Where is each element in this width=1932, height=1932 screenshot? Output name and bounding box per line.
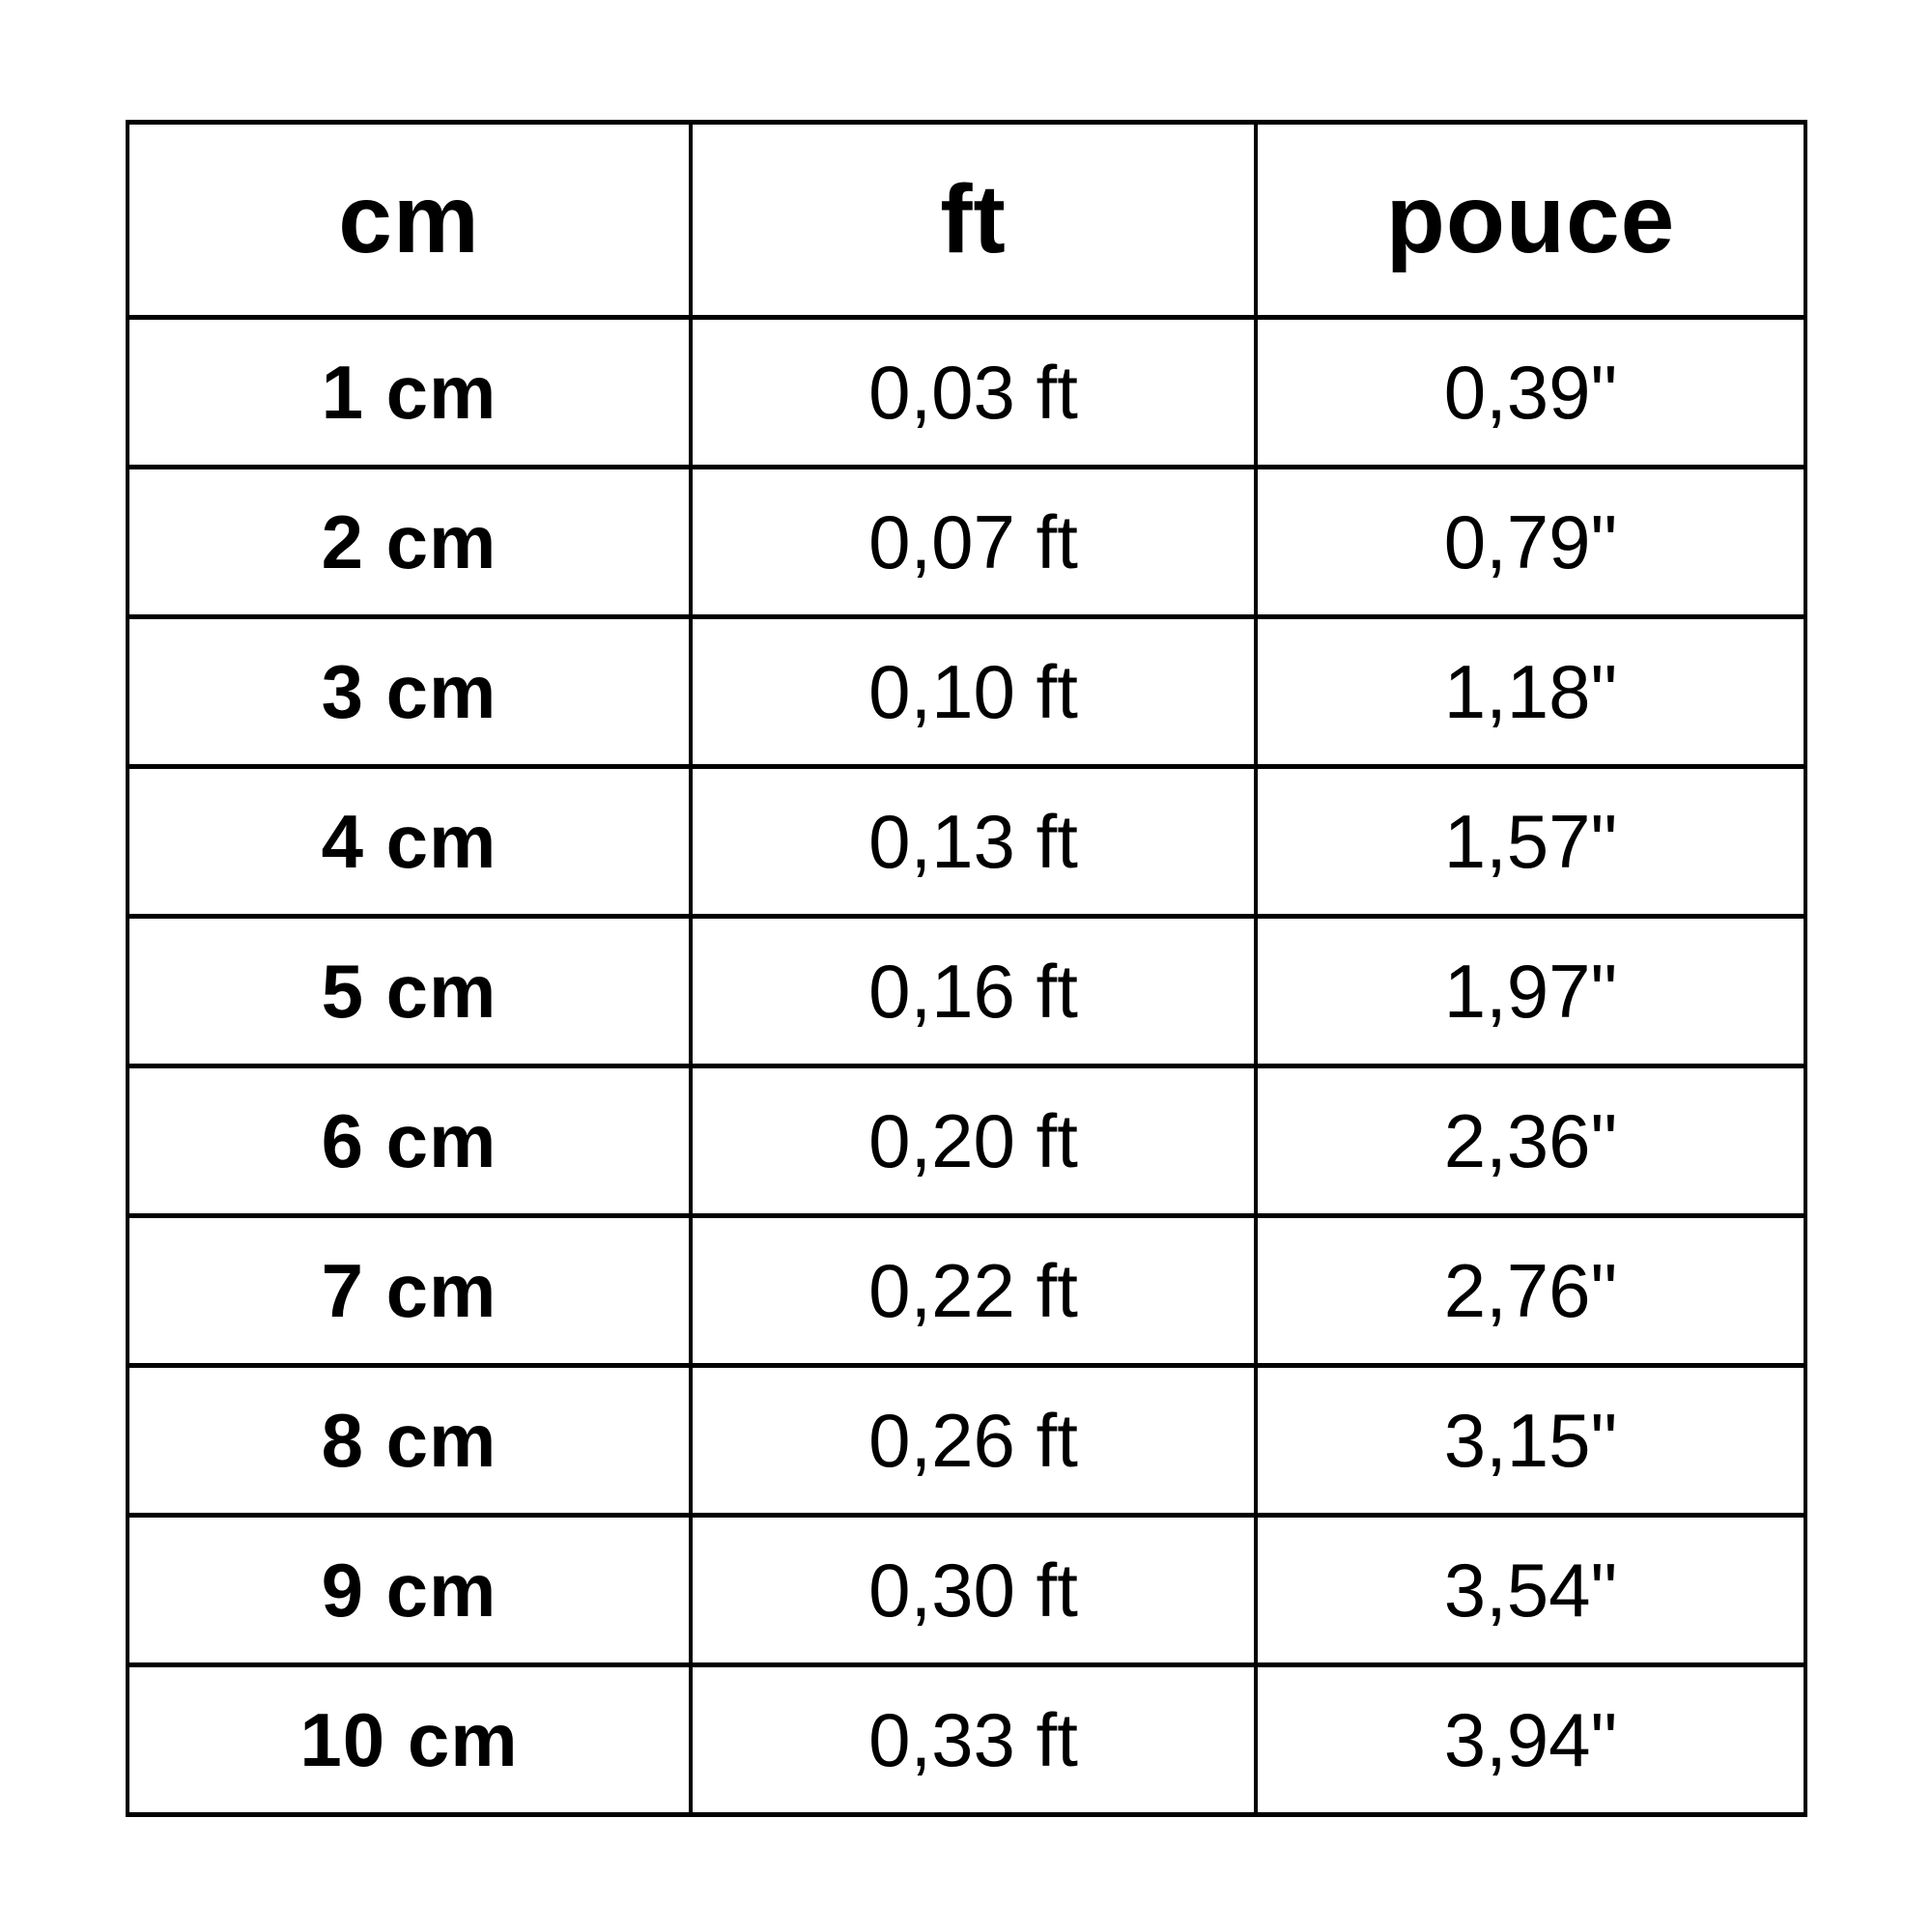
table-row [128, 1216, 1805, 1366]
cell-pouce-10: 3,94" [1256, 1665, 1805, 1815]
cell-ft-4: 0,13 ft [691, 767, 1256, 917]
cell-cm-5: 5 cm [128, 917, 691, 1066]
table-header [128, 123, 1805, 318]
table-body [128, 318, 1805, 1815]
cell-ft-8: 0,26 ft [691, 1366, 1256, 1516]
cell-pouce-5: 1,97" [1256, 917, 1805, 1066]
table-row [128, 468, 1805, 617]
cell-pouce-1: 0,39" [1256, 318, 1805, 468]
header-cell-cm: cm [128, 123, 691, 318]
table-row [128, 1516, 1805, 1665]
table-row [128, 1066, 1805, 1216]
cell-ft-6: 0,20 ft [691, 1066, 1256, 1216]
cell-pouce-6: 2,36" [1256, 1066, 1805, 1216]
table-row [128, 1366, 1805, 1516]
cell-cm-9: 9 cm [128, 1516, 691, 1665]
header-cell-ft: ft [691, 123, 1256, 318]
cell-pouce-9: 3,54" [1256, 1516, 1805, 1665]
table-row [128, 318, 1805, 468]
header-row [128, 123, 1805, 318]
cell-ft-9: 0,30 ft [691, 1516, 1256, 1665]
cell-pouce-3: 1,18" [1256, 617, 1805, 767]
cell-cm-4: 4 cm [128, 767, 691, 917]
cell-cm-7: 7 cm [128, 1216, 691, 1366]
cell-ft-10: 0,33 ft [691, 1665, 1256, 1815]
cell-ft-5: 0,16 ft [691, 917, 1256, 1066]
cell-ft-7: 0,22 ft [691, 1216, 1256, 1366]
cell-ft-3: 0,10 ft [691, 617, 1256, 767]
cell-cm-8: 8 cm [128, 1366, 691, 1516]
cell-pouce-2: 0,79" [1256, 468, 1805, 617]
cell-cm-6: 6 cm [128, 1066, 691, 1216]
table-row [128, 617, 1805, 767]
cell-pouce-7: 2,76" [1256, 1216, 1805, 1366]
header-cell-pouce: pouce [1256, 123, 1805, 318]
cell-pouce-4: 1,57" [1256, 767, 1805, 917]
cell-pouce-8: 3,15" [1256, 1366, 1805, 1516]
conversion-table [126, 120, 1807, 1817]
cell-cm-2: 2 cm [128, 468, 691, 617]
table-row [128, 767, 1805, 917]
cell-ft-2: 0,07 ft [691, 468, 1256, 617]
table-row [128, 917, 1805, 1066]
cell-cm-10: 10 cm [128, 1665, 691, 1815]
cell-cm-3: 3 cm [128, 617, 691, 767]
cell-cm-1: 1 cm [128, 318, 691, 468]
table-row [128, 1665, 1805, 1815]
cell-ft-1: 0,03 ft [691, 318, 1256, 468]
